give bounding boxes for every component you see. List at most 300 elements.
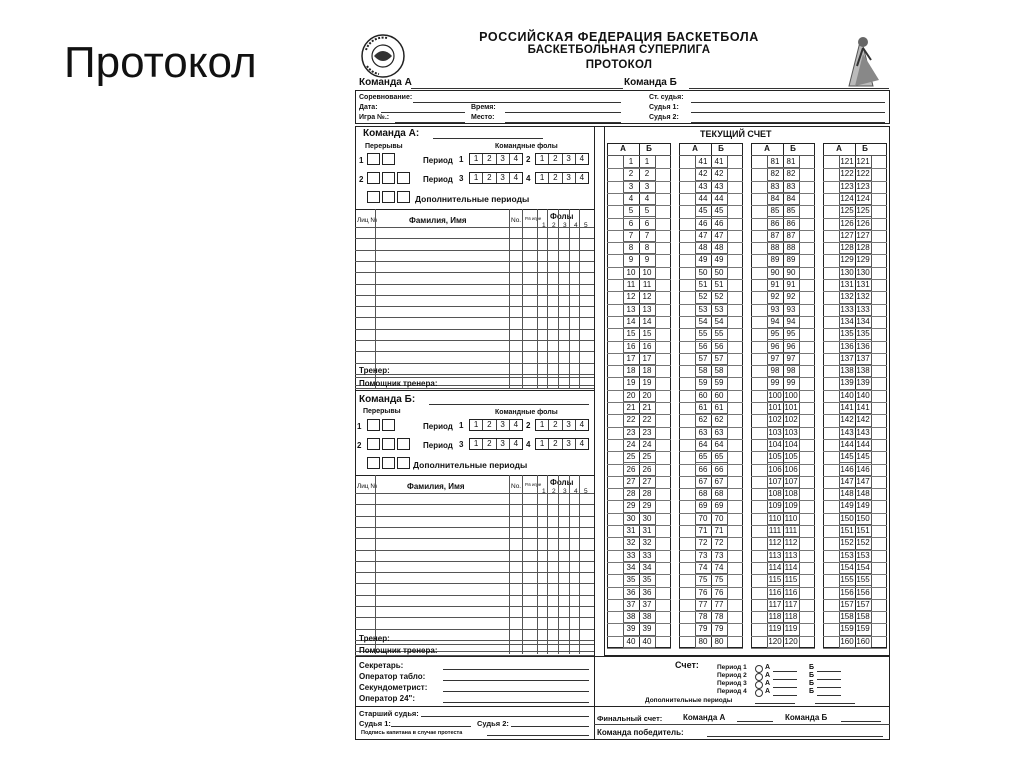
score-cell-b[interactable]: 71 [711,525,727,537]
score-cell-b[interactable]: 159 [855,623,871,635]
score-cell-a[interactable]: 67 [695,476,711,488]
score-cell-a[interactable]: 42 [695,168,711,180]
score-cell-b[interactable]: 127 [855,230,871,242]
score-cell-a[interactable]: 118 [767,611,783,623]
score-cell-b[interactable]: 17 [639,353,655,365]
score-cell-a[interactable]: 105 [767,451,783,463]
score-cell-a[interactable]: 40 [623,636,639,648]
score-cell-b[interactable]: 14 [639,316,655,328]
score-cell-b[interactable]: 144 [855,439,871,451]
score-cell-b[interactable]: 119 [783,623,799,635]
score-cell-a[interactable]: 100 [767,390,783,402]
score-cell-b[interactable]: 109 [783,500,799,512]
score-cell-b[interactable]: 125 [855,205,871,217]
score-cell-b[interactable]: 89 [783,254,799,266]
score-cell-a[interactable]: 110 [767,513,783,525]
score-cell-a[interactable]: 83 [767,181,783,193]
score-cell-a[interactable]: 9 [623,254,639,266]
score-cell-a[interactable]: 86 [767,218,783,230]
score-cell-b[interactable]: 155 [855,574,871,586]
score-cell-a[interactable]: 77 [695,599,711,611]
score-cell-a[interactable]: 74 [695,562,711,574]
score-cell-a[interactable]: 143 [839,427,855,439]
team-b-fouls-p4[interactable] [535,438,589,450]
team-a-extra-box[interactable] [382,191,395,203]
score-cell-b[interactable]: 157 [855,599,871,611]
score-cell-a[interactable]: 137 [839,353,855,365]
score-cell-a[interactable]: 41 [695,156,711,168]
score-cell-b[interactable]: 15 [639,328,655,340]
score-cell-a[interactable]: 35 [623,574,639,586]
score-cell-b[interactable]: 158 [855,611,871,623]
score-cell-b[interactable]: 35 [639,574,655,586]
score-cell-a[interactable]: 131 [839,279,855,291]
score-cell-a[interactable]: 31 [623,525,639,537]
score-cell-b[interactable]: 6 [639,218,655,230]
score-cell-b[interactable]: 101 [783,402,799,414]
score-cell-b[interactable]: 139 [855,377,871,389]
team-b-extra-box[interactable] [367,457,380,469]
score-cell-a[interactable]: 99 [767,377,783,389]
score-cell-a[interactable]: 106 [767,464,783,476]
score-cell-b[interactable]: 156 [855,587,871,599]
score-cell-b[interactable]: 8 [639,242,655,254]
score-cell-a[interactable]: 151 [839,525,855,537]
score-cell-a[interactable]: 75 [695,574,711,586]
score-cell-a[interactable]: 156 [839,587,855,599]
score-cell-a[interactable]: 129 [839,254,855,266]
score-cell-a[interactable]: 98 [767,365,783,377]
score-cell-a[interactable]: 95 [767,328,783,340]
score-cell-a[interactable]: 49 [695,254,711,266]
score-cell-a[interactable]: 93 [767,304,783,316]
score-cell-a[interactable]: 16 [623,341,639,353]
score-cell-b[interactable]: 90 [783,267,799,279]
score-cell-a[interactable]: 22 [623,414,639,426]
score-cell-b[interactable]: 73 [711,550,727,562]
score-cell-b[interactable]: 84 [783,193,799,205]
score-cell-a[interactable]: 17 [623,353,639,365]
score-cell-b[interactable]: 110 [783,513,799,525]
score-cell-b[interactable]: 92 [783,291,799,303]
score-cell-a[interactable]: 123 [839,181,855,193]
team-b-timeout-box[interactable] [367,438,380,450]
score-cell-b[interactable]: 97 [783,353,799,365]
score-cell-b[interactable]: 28 [639,488,655,500]
score-cell-a[interactable]: 32 [623,537,639,549]
score-cell-b[interactable]: 95 [783,328,799,340]
score-cell-a[interactable]: 59 [695,377,711,389]
score-cell-b[interactable]: 103 [783,427,799,439]
score-cell-a[interactable]: 109 [767,500,783,512]
score-cell-a[interactable]: 122 [839,168,855,180]
score-cell-a[interactable]: 144 [839,439,855,451]
score-cell-a[interactable]: 48 [695,242,711,254]
score-cell-a[interactable]: 113 [767,550,783,562]
score-cell-b[interactable]: 78 [711,611,727,623]
score-cell-b[interactable]: 31 [639,525,655,537]
score-cell-b[interactable]: 21 [639,402,655,414]
score-cell-a[interactable]: 53 [695,304,711,316]
score-cell-a[interactable]: 39 [623,623,639,635]
team-a-fouls-p4[interactable] [535,172,589,184]
team-b-fouls-p1[interactable] [469,419,523,431]
score-cell-a[interactable]: 57 [695,353,711,365]
score-cell-b[interactable]: 106 [783,464,799,476]
score-cell-a[interactable]: 2 [623,168,639,180]
score-cell-b[interactable]: 9 [639,254,655,266]
score-cell-a[interactable]: 27 [623,476,639,488]
score-cell-b[interactable]: 76 [711,587,727,599]
score-cell-b[interactable]: 115 [783,574,799,586]
score-cell-b[interactable]: 4 [639,193,655,205]
score-cell-a[interactable]: 84 [767,193,783,205]
team-a-timeout-box[interactable] [397,172,410,184]
score-cell-b[interactable]: 96 [783,341,799,353]
score-cell-a[interactable]: 33 [623,550,639,562]
score-cell-b[interactable]: 34 [639,562,655,574]
score-cell-a[interactable]: 44 [695,193,711,205]
score-cell-a[interactable]: 50 [695,267,711,279]
score-cell-a[interactable]: 7 [623,230,639,242]
score-cell-b[interactable]: 58 [711,365,727,377]
score-cell-a[interactable]: 15 [623,328,639,340]
score-cell-a[interactable]: 52 [695,291,711,303]
score-cell-a[interactable]: 69 [695,500,711,512]
score-cell-a[interactable]: 28 [623,488,639,500]
score-cell-b[interactable]: 81 [783,156,799,168]
score-cell-a[interactable]: 126 [839,218,855,230]
score-cell-a[interactable]: 66 [695,464,711,476]
score-cell-a[interactable]: 79 [695,623,711,635]
score-cell-a[interactable]: 19 [623,377,639,389]
team-a-timeout-box[interactable] [367,172,380,184]
score-cell-b[interactable]: 43 [711,181,727,193]
score-cell-b[interactable]: 116 [783,587,799,599]
score-cell-a[interactable]: 26 [623,464,639,476]
score-cell-b[interactable]: 51 [711,279,727,291]
score-cell-a[interactable]: 153 [839,550,855,562]
score-cell-a[interactable]: 11 [623,279,639,291]
score-cell-a[interactable]: 147 [839,476,855,488]
team-a-fouls-p3[interactable] [469,172,523,184]
team-a-extra-box[interactable] [367,191,380,203]
score-cell-a[interactable]: 142 [839,414,855,426]
score-cell-a[interactable]: 36 [623,587,639,599]
team-b-timeout-box[interactable] [397,438,410,450]
score-cell-a[interactable]: 121 [839,156,855,168]
score-cell-b[interactable]: 7 [639,230,655,242]
score-cell-b[interactable]: 77 [711,599,727,611]
score-cell-b[interactable]: 41 [711,156,727,168]
score-cell-b[interactable]: 133 [855,304,871,316]
score-cell-b[interactable]: 74 [711,562,727,574]
score-cell-b[interactable]: 146 [855,464,871,476]
score-cell-b[interactable]: 42 [711,168,727,180]
score-cell-b[interactable]: 46 [711,218,727,230]
score-cell-b[interactable]: 47 [711,230,727,242]
score-cell-a[interactable]: 97 [767,353,783,365]
score-cell-b[interactable]: 104 [783,439,799,451]
score-cell-b[interactable]: 149 [855,500,871,512]
team-b-timeout-box[interactable] [367,419,380,431]
score-cell-a[interactable]: 72 [695,537,711,549]
score-cell-a[interactable]: 135 [839,328,855,340]
score-cell-a[interactable]: 111 [767,525,783,537]
score-cell-b[interactable]: 1 [639,156,655,168]
score-cell-a[interactable]: 38 [623,611,639,623]
score-cell-a[interactable]: 25 [623,451,639,463]
score-cell-b[interactable]: 56 [711,341,727,353]
score-cell-a[interactable]: 130 [839,267,855,279]
score-cell-a[interactable]: 56 [695,341,711,353]
score-cell-b[interactable]: 50 [711,267,727,279]
score-cell-a[interactable]: 55 [695,328,711,340]
score-cell-a[interactable]: 5 [623,205,639,217]
score-cell-b[interactable]: 39 [639,623,655,635]
score-cell-b[interactable]: 128 [855,242,871,254]
score-cell-b[interactable]: 13 [639,304,655,316]
score-cell-b[interactable]: 44 [711,193,727,205]
score-cell-a[interactable]: 120 [767,636,783,648]
score-cell-a[interactable]: 114 [767,562,783,574]
score-cell-b[interactable]: 64 [711,439,727,451]
score-cell-b[interactable]: 150 [855,513,871,525]
score-cell-b[interactable]: 100 [783,390,799,402]
score-cell-a[interactable]: 46 [695,218,711,230]
score-cell-a[interactable]: 117 [767,599,783,611]
score-cell-b[interactable]: 135 [855,328,871,340]
team-b-fouls-p2[interactable] [535,419,589,431]
score-cell-b[interactable]: 59 [711,377,727,389]
score-cell-b[interactable]: 52 [711,291,727,303]
score-cell-b[interactable]: 25 [639,451,655,463]
score-cell-a[interactable]: 112 [767,537,783,549]
score-cell-b[interactable]: 152 [855,537,871,549]
score-cell-b[interactable]: 2 [639,168,655,180]
score-cell-a[interactable]: 70 [695,513,711,525]
score-cell-b[interactable]: 48 [711,242,727,254]
score-cell-b[interactable]: 33 [639,550,655,562]
score-cell-a[interactable]: 63 [695,427,711,439]
score-cell-b[interactable]: 154 [855,562,871,574]
score-cell-a[interactable]: 160 [839,636,855,648]
score-cell-b[interactable]: 49 [711,254,727,266]
score-cell-a[interactable]: 158 [839,611,855,623]
score-cell-b[interactable]: 140 [855,390,871,402]
score-cell-a[interactable]: 141 [839,402,855,414]
score-cell-b[interactable]: 24 [639,439,655,451]
score-cell-b[interactable]: 134 [855,316,871,328]
score-cell-a[interactable]: 104 [767,439,783,451]
score-cell-b[interactable]: 117 [783,599,799,611]
score-cell-a[interactable]: 30 [623,513,639,525]
score-cell-b[interactable]: 137 [855,353,871,365]
score-cell-b[interactable]: 111 [783,525,799,537]
score-cell-b[interactable]: 38 [639,611,655,623]
score-cell-b[interactable]: 32 [639,537,655,549]
score-cell-b[interactable]: 16 [639,341,655,353]
score-cell-a[interactable]: 81 [767,156,783,168]
score-cell-a[interactable]: 89 [767,254,783,266]
score-cell-b[interactable]: 27 [639,476,655,488]
score-cell-b[interactable]: 147 [855,476,871,488]
score-cell-b[interactable]: 145 [855,451,871,463]
team-a-fouls-p1[interactable] [469,153,523,165]
score-cell-b[interactable]: 79 [711,623,727,635]
team-b-extra-box[interactable] [382,457,395,469]
score-cell-a[interactable]: 92 [767,291,783,303]
score-cell-b[interactable]: 129 [855,254,871,266]
team-a-timeout-box[interactable] [382,172,395,184]
score-cell-a[interactable]: 71 [695,525,711,537]
score-cell-a[interactable]: 76 [695,587,711,599]
score-cell-a[interactable]: 148 [839,488,855,500]
score-cell-a[interactable]: 124 [839,193,855,205]
score-cell-a[interactable]: 47 [695,230,711,242]
team-b-extra-box[interactable] [397,457,410,469]
score-cell-b[interactable]: 130 [855,267,871,279]
score-cell-a[interactable]: 85 [767,205,783,217]
score-cell-b[interactable]: 60 [711,390,727,402]
score-cell-a[interactable]: 134 [839,316,855,328]
score-cell-b[interactable]: 87 [783,230,799,242]
score-cell-b[interactable]: 88 [783,242,799,254]
score-cell-b[interactable]: 124 [855,193,871,205]
score-cell-b[interactable]: 20 [639,390,655,402]
score-cell-b[interactable]: 102 [783,414,799,426]
score-cell-b[interactable]: 29 [639,500,655,512]
score-cell-b[interactable]: 54 [711,316,727,328]
team-a-fouls-p2[interactable] [535,153,589,165]
score-cell-b[interactable]: 63 [711,427,727,439]
score-cell-a[interactable]: 20 [623,390,639,402]
score-cell-b[interactable]: 66 [711,464,727,476]
score-cell-b[interactable]: 122 [855,168,871,180]
team-a-timeout-box[interactable] [367,153,380,165]
score-cell-a[interactable]: 8 [623,242,639,254]
score-cell-a[interactable]: 43 [695,181,711,193]
score-cell-a[interactable]: 146 [839,464,855,476]
score-cell-b[interactable]: 99 [783,377,799,389]
score-cell-b[interactable]: 118 [783,611,799,623]
score-cell-a[interactable]: 145 [839,451,855,463]
score-cell-b[interactable]: 107 [783,476,799,488]
score-cell-b[interactable]: 11 [639,279,655,291]
score-cell-a[interactable]: 61 [695,402,711,414]
score-cell-b[interactable]: 136 [855,341,871,353]
score-cell-a[interactable]: 91 [767,279,783,291]
score-cell-b[interactable]: 69 [711,500,727,512]
score-cell-b[interactable]: 105 [783,451,799,463]
score-cell-b[interactable]: 26 [639,464,655,476]
score-cell-b[interactable]: 143 [855,427,871,439]
score-cell-b[interactable]: 22 [639,414,655,426]
score-cell-b[interactable]: 153 [855,550,871,562]
score-cell-a[interactable]: 139 [839,377,855,389]
score-cell-a[interactable]: 157 [839,599,855,611]
score-cell-b[interactable]: 30 [639,513,655,525]
score-cell-a[interactable]: 78 [695,611,711,623]
score-cell-b[interactable]: 80 [711,636,727,648]
score-cell-a[interactable]: 73 [695,550,711,562]
score-cell-b[interactable]: 120 [783,636,799,648]
score-cell-b[interactable]: 91 [783,279,799,291]
score-cell-a[interactable]: 136 [839,341,855,353]
score-cell-b[interactable]: 138 [855,365,871,377]
score-cell-a[interactable]: 34 [623,562,639,574]
score-cell-b[interactable]: 19 [639,377,655,389]
score-cell-a[interactable]: 14 [623,316,639,328]
score-cell-a[interactable]: 37 [623,599,639,611]
score-cell-b[interactable]: 131 [855,279,871,291]
score-cell-a[interactable]: 149 [839,500,855,512]
score-cell-a[interactable]: 29 [623,500,639,512]
score-cell-b[interactable]: 123 [855,181,871,193]
score-cell-a[interactable]: 64 [695,439,711,451]
score-cell-a[interactable]: 140 [839,390,855,402]
score-cell-b[interactable]: 70 [711,513,727,525]
score-cell-b[interactable]: 160 [855,636,871,648]
score-cell-b[interactable]: 72 [711,537,727,549]
score-cell-a[interactable]: 108 [767,488,783,500]
team-b-timeout-box[interactable] [382,438,395,450]
team-a-extra-box[interactable] [397,191,410,203]
score-cell-a[interactable]: 103 [767,427,783,439]
score-cell-a[interactable]: 132 [839,291,855,303]
score-cell-b[interactable]: 45 [711,205,727,217]
score-cell-b[interactable]: 36 [639,587,655,599]
score-cell-a[interactable]: 1 [623,156,639,168]
score-cell-b[interactable]: 67 [711,476,727,488]
score-cell-b[interactable]: 37 [639,599,655,611]
score-cell-a[interactable]: 65 [695,451,711,463]
score-cell-a[interactable]: 138 [839,365,855,377]
score-cell-b[interactable]: 86 [783,218,799,230]
score-cell-a[interactable]: 150 [839,513,855,525]
score-cell-b[interactable]: 55 [711,328,727,340]
score-cell-b[interactable]: 75 [711,574,727,586]
score-cell-b[interactable]: 94 [783,316,799,328]
score-cell-b[interactable]: 18 [639,365,655,377]
score-cell-b[interactable]: 132 [855,291,871,303]
score-cell-b[interactable]: 12 [639,291,655,303]
score-cell-a[interactable]: 12 [623,291,639,303]
score-cell-b[interactable]: 142 [855,414,871,426]
score-cell-a[interactable]: 90 [767,267,783,279]
score-cell-b[interactable]: 40 [639,636,655,648]
score-cell-b[interactable]: 57 [711,353,727,365]
score-cell-a[interactable]: 155 [839,574,855,586]
score-cell-b[interactable]: 151 [855,525,871,537]
score-cell-a[interactable]: 45 [695,205,711,217]
score-cell-b[interactable]: 23 [639,427,655,439]
score-cell-a[interactable]: 128 [839,242,855,254]
score-cell-a[interactable]: 13 [623,304,639,316]
score-cell-b[interactable]: 10 [639,267,655,279]
team-b-fouls-p3[interactable] [469,438,523,450]
score-cell-a[interactable]: 24 [623,439,639,451]
score-cell-a[interactable]: 18 [623,365,639,377]
score-cell-a[interactable]: 62 [695,414,711,426]
score-cell-a[interactable]: 58 [695,365,711,377]
team-b-timeout-box[interactable] [382,419,395,431]
score-cell-a[interactable]: 88 [767,242,783,254]
score-cell-a[interactable]: 68 [695,488,711,500]
score-cell-a[interactable]: 10 [623,267,639,279]
score-cell-a[interactable]: 82 [767,168,783,180]
score-cell-b[interactable]: 83 [783,181,799,193]
